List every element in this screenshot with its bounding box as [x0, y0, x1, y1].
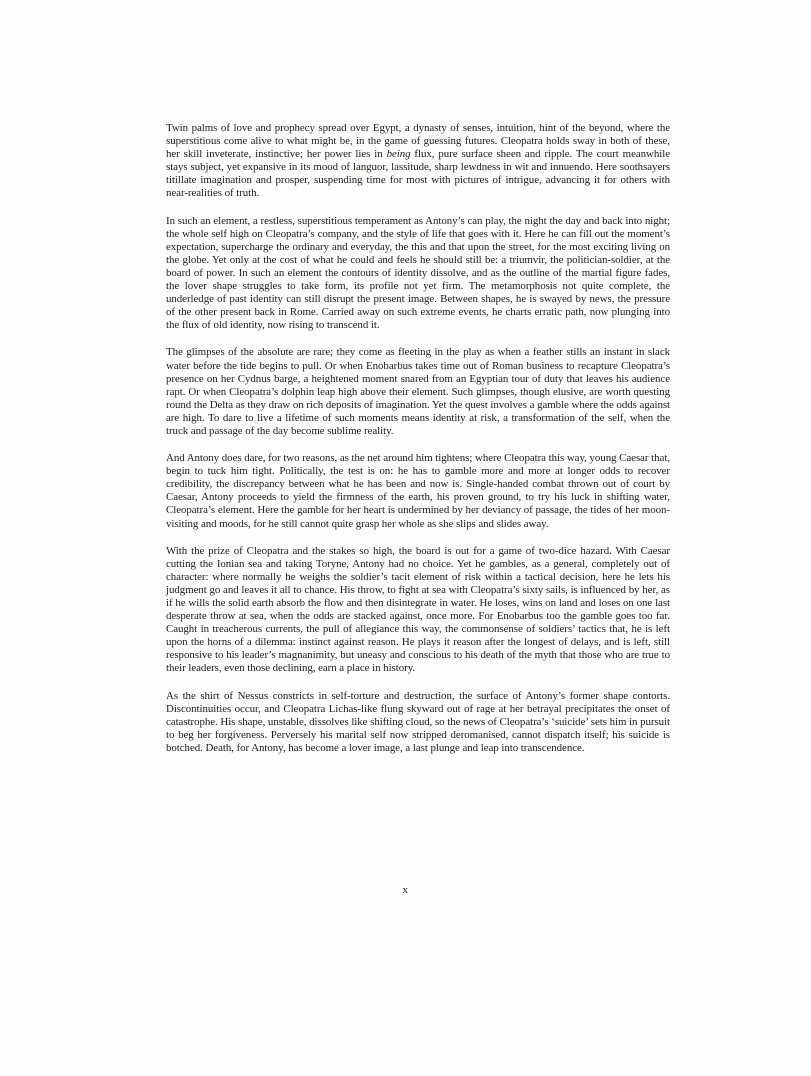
paragraph-1-text-b: flux, pure surface sheen and ripple. The court meanwhile stays subject, yet expansive in its mood of languor, lassitude, sharp lewdness in wit and innuendo. Here soothsayers titillate imagination and prosper, suspending time for most with pictures of intrigue, advancing it for others with near-realities of truth.	[166, 148, 670, 200]
paragraph-1-text-a: Twin palms of love and prophecy spread over Egypt, a dynasty of senses, intuition, hint of the beyond, where the superstitious come alive to what might be, in the game of guessing futures. Cleopatra holds sway in both of these, her skill inveterate, instinctive; her power lies in	[166, 122, 670, 161]
paragraph-2: In such an element, a restless, superstitious temperament as Antony’s can play, the night the day and back into night; the whole self high on Cleopatra’s company, and the style of life that goes with it. Here he can fill out the moment’s expectation, supercharge the ordinary and everyday, the this and that upon the street, for the most exciting living on the globe. Yet only at the cost of what he could and feels he should still be: a triumvir, the politician-soldier, at the board of power. In such an element the contours of identity dissolve, and as the outline of the martial figure fades, the lover shape struggles to take form, its profile not yet firm. The metamorphosis not quite complete, the underledge of past identity can still disrupt the present image. Between shapes, he is swayed by news, the pressure of the other present back in Rome. Carried away on such extreme events, he charts erratic path, now plunging into the flux of old identity, now rising to transcend it.	[166, 214, 670, 332]
paragraph-6: As the shirt of Nessus constricts in self-torture and destruction, the surface of Antony’s former shape contorts. Discontinuities occur, and Cleopatra Lichas-like flung skyward out of rage at her betrayal precipitates the onset of catastrophe. His shape, unstable, dissolves like shifting cloud, so the news of Cleopatra’s ‘suicide’ sets him in pursuit to beg her forgiveness. Perversely his marital self now stripped deromanised, cannot dispatch itself; his suicide is botched. Death, for Antony, has become a lover image, a last plunge and leap into transcendence.	[166, 689, 671, 754]
paragraph-5: With the prize of Cleopatra and the stakes so high, the board is out for a game of two-dice hazard. With Caesar cutting the Ionian sea and taking Toryne, Antony had no choice. Yet he gambles, as a general, completely out of character: where normally he weighs the soldier’s tacit element of risk within a tactical decision, here he lets his judgment go and leaves it all to chance. His throw, to fight at sea with Cleopatra’s sixty sails, is influenced by her, as if he wills the solid earth absorb the flow and then disintegrate in water. He loses, wins on land and loses on one last desperate throw at sea, when the odds are stacked against, once more. For Enobarbus too the gamble goes too far. Caught in treacherous currents, the pull of allegiance this way, the commonsense of soldiers’ tactics that, he is left upon the horns of a dilemma: instinct against reason. He plays it reason after the longest of delays, and is left, still responsive to his leader’s magnanimity, but uneasy and conscious to his death of the myth that those who are true to their leaders, even those declining, earn a place in history.	[166, 544, 670, 675]
paragraph-1-emphasis: being	[386, 148, 411, 161]
paragraph-4: And Antony does dare, for two reasons, as the net around him tightens; where Cleopatra this way, young Caesar that, begin to tuck him tight. Politically, the test is on: he has to gamble more and more at longer odds to recover credibility, the discrepancy between what he has been and now is. Single-handed combat thrown out of court by Caesar, Antony proceeds to yield the firmness of the earth, his proven ground, to try his luck in shifting water, Cleopatra’s element. Here the gamble for her heart is undermined by her deviancy of passage, the tides of her moon-visiting and moods, for he still cannot quite grasp her whole as she slips and slides away.	[166, 452, 670, 530]
paragraph-1	[166, 122, 670, 201]
body-text	[166, 122, 670, 769]
paragraph-3: The glimpses of the absolute are rare; they come as fleeting in the play as when a feather stills an instant in slack water before the tide begins to pull. Or when Enobarbus takes time out of Roman business to recapture Cleopatra’s presence on her Cydnus barge, a heightened moment snared from an Egyptian tour of duty that leaves his audience rapt. Or when Cleopatra’s dolphin leap high above their element. Such glimpses, though elusive, are worth questing round the Delta as they draw on rich deposits of imagination. Yet the quest involves a gamble where the odds against are high. To dare to live a lifetime of such moments means identity at risk, a transformation of the self, when the truck and passage of the day become sublime reality.	[166, 346, 670, 437]
page-number: x	[402, 884, 409, 896]
